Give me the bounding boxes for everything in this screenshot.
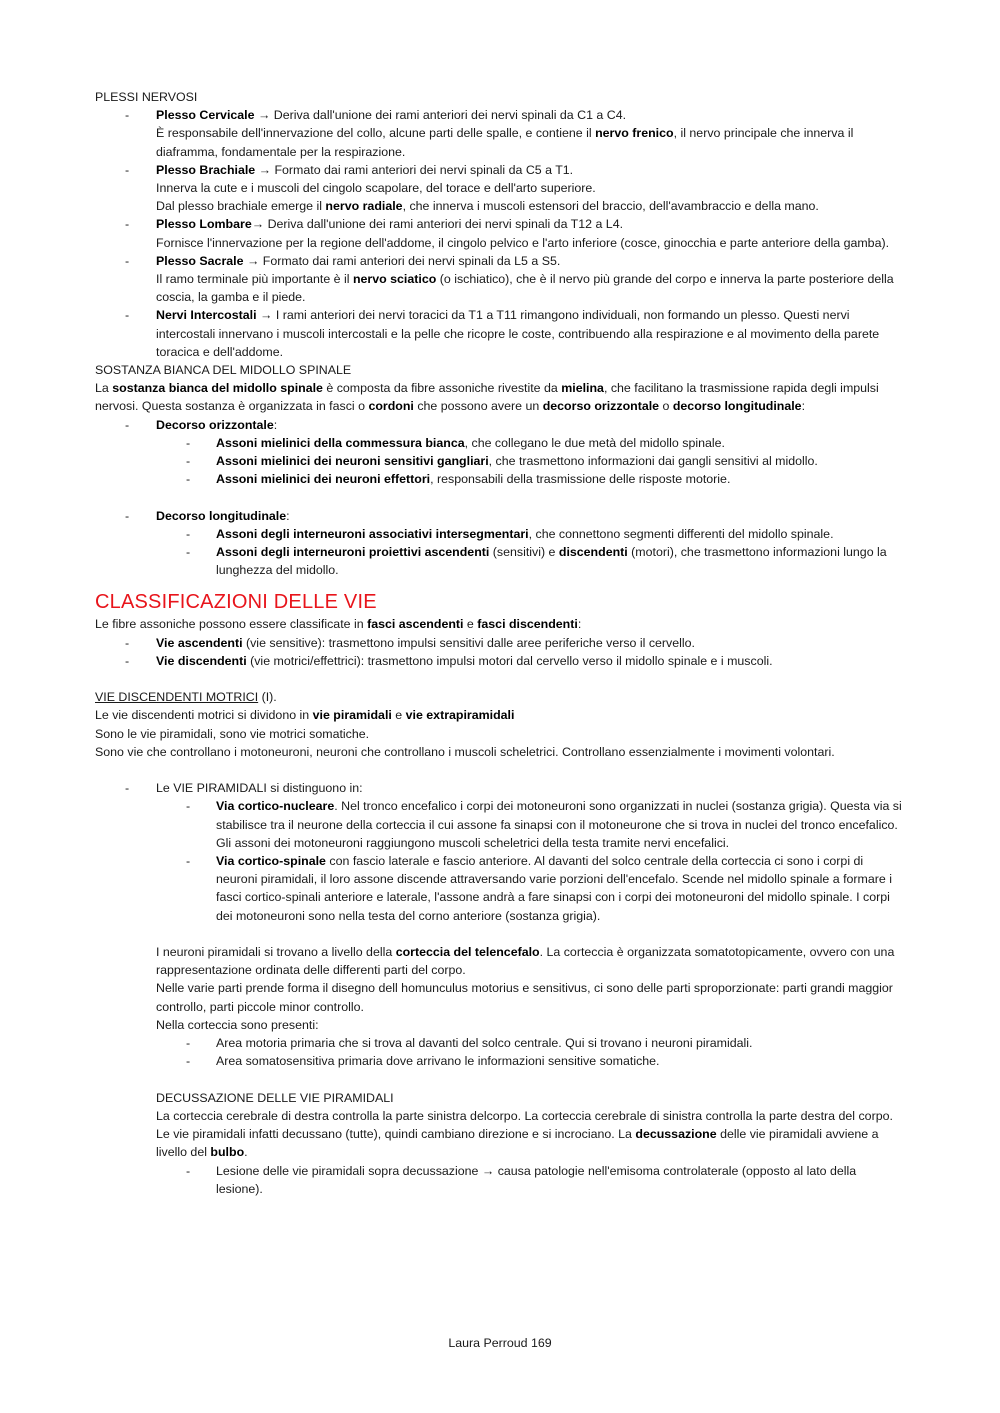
paragraph-homunculus: Nelle varie parti prende forma il disegno dell homunculus motorius e sensitivus, ci sono delle parti sproporzionate: parti grandi maggior controllo, parti piccole minor controllo. [156, 981, 893, 1014]
paragraph-line: Sono le vie piramidali, sono vie motrici somatiche. [95, 726, 370, 741]
term-bold: Plesso Brachiale [156, 162, 256, 177]
bullet-dash: - [186, 454, 191, 469]
para-text: : [801, 399, 806, 414]
item-text: , che trasmettono informazioni dai gangli sensitivi al midollo. [488, 454, 818, 469]
term-bold: Nervi Intercostali [156, 308, 257, 323]
item-text: Area motoria primaria che si trova al davanti del solco centrale. Qui si trovano i neuroni piramidali. [216, 1036, 753, 1051]
term-bold: bulbo [210, 1145, 245, 1160]
term-bold: discendenti [558, 545, 628, 560]
term-bold: fasci ascendenti [367, 617, 464, 632]
paragraph-decussazione [95, 1107, 905, 1162]
bullet-dash: - [186, 526, 191, 541]
spacer [95, 488, 905, 506]
list-item-cervicale [95, 106, 905, 161]
para-text: Le fibre assoniche possono essere classificate in [95, 617, 368, 632]
section-title-plessi: PLESSI NERVOSI [95, 90, 198, 104]
sub-list-item [95, 543, 905, 579]
item-text: con fascio laterale e fascio anteriore. Al davanti del solco centrale della corteccia ci sono i corpi di neuroni piramidali, il loro assone discende attraversando varie porzioni dell'encefalo. Scende nel midollo spinale a formare i fasci cortico-spinali anteriore e laterale, l'assone andrà a fare sinapsi con i corpi dei motoneuroni del midollo spinale. I corpi dei motoneuroni sono nella testa del corno anteriore (sostanza grigia). [216, 854, 892, 923]
list-item-lombare [95, 215, 905, 251]
para-text: Le vie discendenti motrici si dividono in [95, 708, 313, 723]
item-text: : [273, 417, 278, 432]
para-text: e [391, 708, 406, 723]
sub-list-item-cortico-nucleare [95, 797, 905, 852]
term-bold: decussazione [635, 1127, 717, 1142]
item-text: → Deriva dall'unione dei rami anteriori dei nervi spinali da T12 a L4. [251, 217, 624, 232]
para-text: La corteccia cerebrale di destra controlla la parte sinistra delcorpo. La corteccia cerebrale di sinistra controlla la parte destra del corpo. Le vie piramidali infatti decussano (tutte), quindi cambiano direzione e si incrociano. La [156, 1108, 893, 1142]
term-bold: nervo radiale [325, 199, 403, 214]
paragraph-line: Sono vie che controllano i motoneuroni, neuroni che controllano i muscoli scheletrici. Controllano essenzialmente i movimenti volontari. [95, 744, 835, 759]
bullet-dash: - [125, 635, 130, 650]
spacer [95, 1071, 905, 1089]
sub-list-item-area-somatosensitiva [95, 1052, 905, 1070]
bullet-dash: - [186, 1054, 191, 1069]
paragraph-classificazioni [95, 615, 905, 633]
para-text: è composta da fibre assoniche rivestite da [322, 381, 562, 396]
term-bold: nervo frenico [595, 126, 674, 141]
item-text: . Nel tronco encefalico i corpi dei motoneuroni sono organizzati in nuclei (sostanza grigia). Questa via si stabilisce tra il neurone della corteccia il cui assone fa sinapsi con il motoneurone che si trova in nuclei del tronco encefalico. Gli assoni dei motoneuroni raggiungono muscoli scheletrici della testa tramite nervi encefalici. [216, 799, 902, 850]
bullet-dash: - [125, 508, 130, 523]
bullet-dash: - [186, 435, 191, 450]
paragraph-neuroni-piramidali [95, 943, 905, 979]
item-text: (motori), che trasmettono informazioni lungo la lunghezza del midollo. [216, 545, 887, 578]
para-text: I neuroni piramidali si trovano a livello della [156, 945, 396, 960]
item-text: (sensitivi) e [489, 545, 559, 560]
term-bold: Decorso longitudinale [156, 508, 287, 523]
bullet-dash: - [186, 799, 191, 814]
sub-list-item [95, 434, 905, 452]
bullet-dash: - [125, 108, 130, 123]
item-text: Fornisce l'innervazione per la regione dell'addome, il cingolo pelvico e l'arto inferiore (cosce, ginocchia e parte anteriore della gamba). [156, 235, 890, 250]
paragraph-sostanza-bianca [95, 379, 905, 415]
term-bold: Plesso Cervicale [156, 108, 255, 123]
term-bold: Via cortico-spinale [216, 854, 326, 869]
list-item-sacrale [95, 252, 905, 307]
para-text: , che facilitano la trasmissione rapida degli impulsi nervosi. Questa sostanza è organizzata in fasci o [95, 381, 879, 414]
list-item-vie-discendenti [95, 652, 905, 670]
term-bold: Via cortico-nucleare [216, 799, 335, 814]
bullet-dash: - [125, 253, 130, 268]
item-text: (vie sensitive): trasmettono impulsi sensitivi dalle aree periferiche verso il cervello. [242, 635, 695, 650]
item-text: Dal plesso brachiale emerge il [156, 199, 326, 214]
underlined-title: VIE DISCENDENTI MOTRICI [95, 690, 259, 705]
paragraph-line [95, 706, 905, 724]
item-text: Le VIE PIRAMIDALI si distinguono in: [156, 781, 363, 796]
item-text: Il ramo terminale più importante è il [156, 272, 353, 287]
title-suffix: (I). [258, 690, 277, 705]
term-bold: nervo sciatico [352, 272, 437, 287]
list-item-intercostali [95, 306, 905, 361]
sub-list-item-area-motoria [95, 1034, 905, 1052]
term-bold: vie extrapiramidali [405, 708, 515, 723]
item-text: → Formato dai rami anteriori dei nervi spinali da L5 a S5. [243, 253, 561, 268]
para-text: che possono avere un [413, 399, 543, 414]
item-text: (vie motrici/effettrici): trasmettono impulsi motori dal cervello verso il midollo spinale e i muscoli. [246, 653, 773, 668]
term-bold: decorso orizzontale [542, 399, 660, 414]
term-bold: Assoni mielinici della commessura bianca [216, 435, 465, 450]
item-text: , che connettono segmenti differenti del midollo spinale. [528, 526, 834, 541]
item-text: Area somatosensitiva primaria dove arrivano le informazioni sensitive somatiche. [216, 1054, 660, 1069]
sub-list-item-cortico-spinale [95, 852, 905, 925]
term-bold: Plesso Sacrale [156, 253, 244, 268]
page-footer: Laura Perroud 169 [448, 1336, 552, 1350]
item-text: (o ischiatico), che è il nervo più grande del corpo e innerva la parte posteriore della coscia, la gamba e il piede. [156, 272, 894, 305]
bullet-dash: - [125, 217, 130, 232]
term-bold: Plesso Lombare [156, 217, 252, 232]
spacer [95, 670, 905, 688]
sub-list-item [95, 452, 905, 470]
section-title-sostanza-bianca: SOSTANZA BIANCA DEL MIDOLLO SPINALE [95, 363, 352, 378]
item-text: : [286, 508, 290, 523]
item-text: Innerva la cute e i muscoli del cingolo scapolare, del torace e dell'arto superiore. [156, 181, 596, 196]
sub-list-item [95, 470, 905, 488]
paragraph-corteccia: Nella corteccia sono presenti: [156, 1017, 319, 1032]
list-item-vie-ascendenti [95, 634, 905, 652]
term-bold: mielina [561, 381, 604, 396]
para-text: . La corteccia è organizzata somatotopicamente, ovvero con una rappresentazione ordinata delle differenti parti del corpo. [156, 945, 895, 978]
para-text: o [659, 399, 673, 414]
list-item-decorso-orizzontale [95, 416, 905, 434]
sub-list-item-lesione [95, 1162, 905, 1198]
item-text: , responsabili della trasmissione delle risposte motorie. [430, 472, 731, 487]
item-text: , che collegano le due metà del midollo spinale. [464, 435, 725, 450]
term-bold: Decorso orizzontale [156, 417, 274, 432]
bullet-dash: - [186, 854, 191, 869]
term-bold: cordoni [368, 399, 414, 414]
item-text: Lesione delle vie piramidali sopra decussazione → causa patologie nell'emisoma controlaterale (opposto al lato della lesione). [216, 1163, 857, 1196]
sub-list-item [95, 525, 905, 543]
subsection-title-decussazione: DECUSSAZIONE DELLE VIE PIRAMIDALI [156, 1090, 394, 1105]
term-bold: corteccia del telencefalo [395, 945, 540, 960]
bullet-dash: - [125, 781, 130, 796]
para-text: La [95, 381, 113, 396]
term-bold: Assoni degli interneuroni associativi intersegmentari [216, 526, 529, 541]
term-bold: decorso longitudinale [672, 399, 802, 414]
item-text: , che innerva i muscoli estensori del braccio, dell'avambraccio e della mano. [402, 199, 819, 214]
heading-classificazioni: CLASSIFICAZIONI DELLE VIE [95, 591, 377, 614]
term-bold: Vie discendenti [156, 653, 247, 668]
item-text: → Deriva dall'unione dei rami anteriori dei nervi spinali da C1 a C4. [254, 108, 627, 123]
item-text: → Formato dai rami anteriori dei nervi spinali da C5 a T1. [255, 162, 574, 177]
list-item-brachiale [95, 161, 905, 216]
bullet-dash: - [125, 308, 130, 323]
section-title-vie-discendenti [95, 688, 905, 706]
spacer [95, 925, 905, 943]
term-bold: Assoni mielinici dei neuroni effettori [216, 472, 431, 487]
item-text: È responsabile dell'innervazione del collo, alcune parti delle spalle, e contiene il [156, 126, 596, 141]
bullet-dash: - [186, 472, 191, 487]
para-text: e [463, 617, 478, 632]
para-text: . [244, 1145, 248, 1160]
term-bold: vie piramidali [312, 708, 392, 723]
term-bold: Vie ascendenti [156, 635, 243, 650]
para-text: : [577, 617, 582, 632]
term-bold: Assoni mielinici dei neuroni sensitivi gangliari [216, 454, 489, 469]
page-body [95, 88, 905, 1198]
bullet-dash: - [186, 545, 191, 560]
list-item-vie-piramidali [95, 779, 905, 797]
item-text: → I rami anteriori dei nervi toracici da T1 a T11 rimangono individuali, non formando un plesso. Questi nervi intercostali innervano i muscoli intercostali e la pelle che ricopre le coste, contribuendo alla respirazione e al movimento della parete toracica e dell'addome. [156, 308, 880, 359]
bullet-dash: - [125, 653, 130, 668]
term-bold: fasci discendenti [477, 617, 578, 632]
para-text: delle vie piramidali avviene a livello del [156, 1127, 879, 1160]
bullet-dash: - [186, 1163, 191, 1178]
bullet-dash: - [125, 162, 130, 177]
term-bold: sostanza bianca del midollo spinale [112, 381, 323, 396]
spacer [95, 761, 905, 779]
bullet-dash: - [125, 417, 130, 432]
list-item-decorso-longitudinale [95, 507, 905, 525]
bullet-dash: - [186, 1036, 191, 1051]
term-bold: Assoni degli interneuroni proiettivi ascendenti [216, 545, 490, 560]
item-text: , il nervo principale che innerva il diaframma, fondamentale per la respirazione. [156, 126, 854, 159]
